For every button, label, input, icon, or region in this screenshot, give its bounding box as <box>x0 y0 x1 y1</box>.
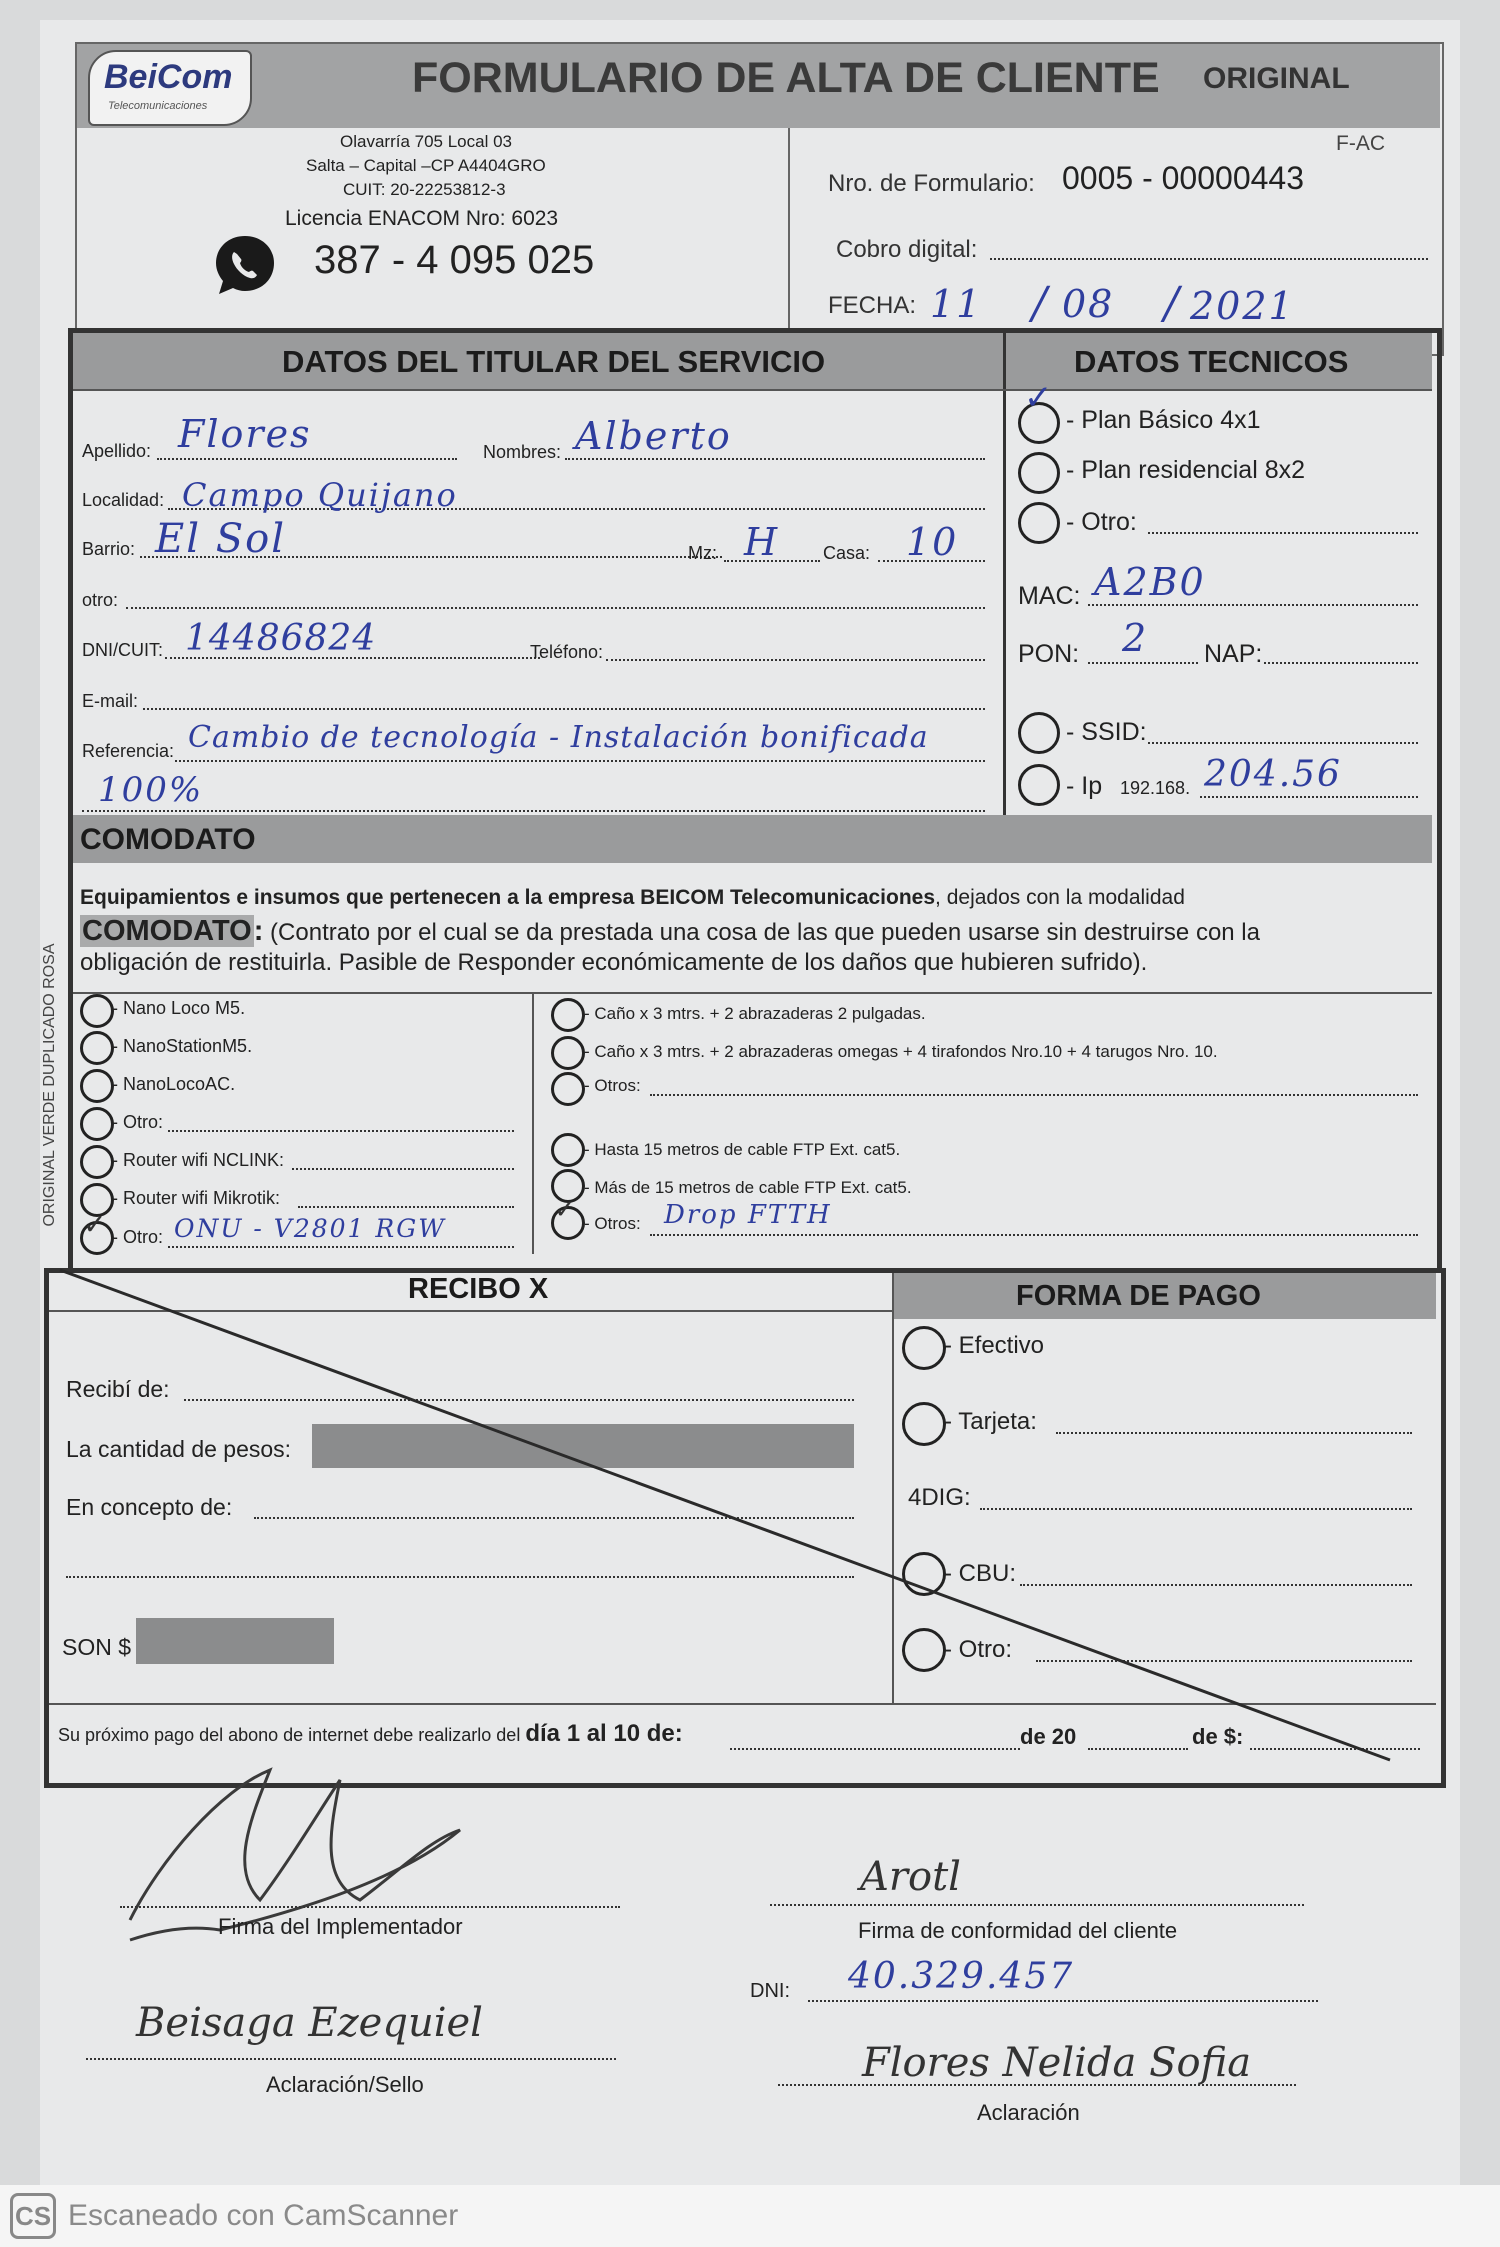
comodato-word: COMODATO <box>82 915 252 947</box>
date-slash-1: / <box>1032 278 1049 329</box>
plan-basico-label: - Plan Básico 4x1 <box>1066 406 1261 434</box>
item-otros-1-label: - Otros: <box>584 1076 641 1095</box>
form-number: 0005 - 00000443 <box>1062 160 1304 196</box>
client-signature: Arotl <box>860 1854 961 1900</box>
cantidad-label: La cantidad de pesos: <box>66 1436 292 1462</box>
item-otros-2-check-icon: ✓ <box>554 1195 576 1225</box>
efectivo-label: - Efectivo <box>944 1332 1045 1359</box>
scanner-watermark <box>0 2185 1500 2247</box>
plan-basico-check-icon: ✓ <box>1024 378 1053 418</box>
copy-colors-note: ORIGINAL VERDE DUPLICADO ROSA <box>41 943 58 1227</box>
item-nano-loco-m5-label: - Nano Loco M5. <box>112 998 246 1018</box>
recibo-section-title: RECIBO X <box>408 1273 549 1305</box>
client-dni-label: DNI: <box>750 1980 790 2002</box>
item-cable-15-label: - Hasta 15 metros de cable FTP Ext. cat5. <box>584 1140 901 1159</box>
mz-label: Mz: <box>688 543 717 563</box>
ip-value: 204.56 <box>1204 754 1342 795</box>
camscanner-badge-text: CS <box>14 2201 52 2231</box>
comodato-intro-rest: , dejados con la modalidad <box>935 886 1185 909</box>
ssid-label: - SSID: <box>1066 718 1147 746</box>
form-title: FORMULARIO DE ALTA DE CLIENTE <box>412 54 1160 102</box>
form-number-label: Nro. de Formulario: <box>828 170 1035 197</box>
item-otros-2-value: Drop FTTH <box>664 1200 832 1230</box>
tecnicos-section-title: DATOS TECNICOS <box>1074 344 1349 379</box>
logo-text: BeiCom <box>104 58 233 96</box>
ip-label: - Ip <box>1066 772 1103 800</box>
referencia-label: Referencia: <box>82 741 175 761</box>
barrio-value: El Sol <box>155 516 286 562</box>
company-phone: 387 - 4 095 025 <box>314 238 595 282</box>
referencia-value-2: 100% <box>98 770 204 810</box>
mac-value: A2B0 <box>1094 560 1206 604</box>
mz-value: H <box>744 520 780 564</box>
pon-label: PON: <box>1018 640 1080 668</box>
referencia-value: Cambio de tecnología - Instalación bonificada <box>188 720 929 755</box>
item-router-mikrotik-label: - Router wifi Mikrotik: <box>112 1188 281 1208</box>
pon-value: 2 <box>1122 616 1149 660</box>
comodato-section-title: COMODATO <box>80 823 256 856</box>
item-nanoloco-ac-label: - NanoLocoAC. <box>112 1074 236 1094</box>
tarjeta-label: - Tarjeta: <box>944 1408 1037 1435</box>
logo-subtext: Telecomunicaciones <box>108 100 208 112</box>
telefono-label: Teléfono: <box>530 642 604 662</box>
client-signature-line <box>770 1904 1304 1906</box>
item-cano-omegas-label: - Caño x 3 mtrs. + 2 abrazaderas omegas + 4 tirafondos Nro.10 + 4 tarugos Nro. 10. <box>584 1042 1218 1061</box>
camscanner-badge-icon <box>10 2193 56 2239</box>
mac-label: MAC: <box>1018 582 1081 610</box>
nombres-label: Nombres: <box>483 442 562 462</box>
date-year[interactable]: 2021 <box>1190 284 1295 328</box>
client-dni-value: 40.329.457 <box>848 1956 1075 1997</box>
company-address-1: Olavarría 705 Local 03 <box>340 132 512 151</box>
item-cano-2pulg-label: - Caño x 3 mtrs. + 2 abrazaderas 2 pulgadas. <box>584 1004 926 1023</box>
next-payment-b: día 1 al 10 de: <box>525 1720 683 1747</box>
pago-otro-label: - Otro: <box>944 1636 1013 1663</box>
casa-value: 10 <box>906 520 959 564</box>
comodato-colon: : <box>253 915 264 947</box>
item-router-nclink-label: - Router wifi NCLINK: <box>112 1150 285 1170</box>
pago-section-title: FORMA DE PAGO <box>1016 1280 1261 1312</box>
client-name: Flores Nelida Sofia <box>862 2040 1252 2086</box>
dig-label: 4DIG: <box>908 1484 971 1511</box>
form-sheet <box>40 20 1460 2185</box>
company-license: Licencia ENACOM Nro: 6023 <box>285 207 559 230</box>
client-dni-field[interactable] <box>808 2000 1318 2002</box>
plan-residencial-label: - Plan residencial 8x2 <box>1066 456 1306 484</box>
dni-value: 14486824 <box>185 618 377 659</box>
item-cable-mas-15-label: - Más de 15 metros de cable FTP Ext. cat5. <box>584 1178 912 1197</box>
cbu-label: - CBU: <box>944 1560 1016 1587</box>
item-otro-1-label: - Otro: <box>112 1112 164 1132</box>
client-signature-label: Firma de conformidad del cliente <box>858 1918 1178 1943</box>
localidad-value: Campo Quijano <box>182 476 458 514</box>
nombres-value: Alberto <box>575 414 732 458</box>
date-day[interactable]: 11 <box>930 282 983 326</box>
item-otro-2-label: - Otro: <box>112 1227 164 1247</box>
client-aclaracion-label: Aclaración <box>977 2100 1080 2125</box>
barrio-label: Barrio: <box>82 539 136 559</box>
ip-prefix: 192.168. <box>1120 778 1191 798</box>
item-otro-2-value: ONU - V2801 RGW <box>174 1214 446 1243</box>
titular-section-title: DATOS DEL TITULAR DEL SERVICIO <box>282 344 826 379</box>
concepto-label: En concepto de: <box>66 1494 233 1520</box>
son-label: SON $ <box>62 1634 132 1660</box>
comodato-intro-bold: Equipamientos e insumos que pertenecen a la empresa BEICOM Telecomunicaciones <box>80 886 936 909</box>
company-address-2: Salta – Capital –CP A4404GRO <box>306 156 546 175</box>
next-payment-a: Su próximo pago del abono de internet debe realizarlo del <box>58 1725 521 1745</box>
item-nanostation-m5-label: - NanoStationM5. <box>112 1036 253 1056</box>
implementer-aclaracion-line <box>86 2058 616 2060</box>
date-month[interactable]: 08 <box>1062 282 1115 326</box>
implementer-signature-line <box>120 1906 620 1908</box>
next-payment-year-label: de 20 <box>1020 1724 1077 1749</box>
apellido-label: Apellido: <box>82 441 152 461</box>
date-slash-2: / <box>1164 278 1181 329</box>
client-aclaracion-line <box>778 2084 1296 2086</box>
implementer-aclaracion-label: Aclaración/Sello <box>266 2072 424 2097</box>
apellido-value: Flores <box>178 412 312 456</box>
comodato-def-2: obligación de restituirla. Pasible de Responder económicamente de los daños que hubieren sufrido). <box>80 949 1148 976</box>
copy-label: ORIGINAL <box>1203 62 1350 95</box>
digital-payment-label: Cobro digital: <box>836 236 978 263</box>
email-label: E-mail: <box>82 691 139 711</box>
dni-label: DNI/CUIT: <box>82 640 163 660</box>
implementer-signature-label: Firma del Implementador <box>218 1914 463 1939</box>
casa-label: Casa: <box>823 543 871 563</box>
camscanner-text: Escaneado con CamScanner <box>68 2199 459 2232</box>
company-cuit: CUIT: 20-22253812-3 <box>343 180 506 199</box>
implementer-name: Beisaga Ezequiel <box>136 2000 483 2046</box>
recibi-label: Recibí de: <box>66 1376 170 1402</box>
date-label: FECHA: <box>828 292 917 319</box>
item-otros-2-label: - Otros: <box>584 1214 641 1233</box>
localidad-label: Localidad: <box>82 490 165 510</box>
next-payment-amount-label: de $: <box>1192 1724 1244 1749</box>
otro-label: otro: <box>82 590 119 610</box>
nap-label: NAP: <box>1204 640 1263 668</box>
form-code: F-AC <box>1336 132 1385 155</box>
tec-otro-label: - Otro: <box>1066 508 1137 536</box>
item-otro-2-check-icon: ✓ <box>83 1208 107 1241</box>
comodato-def-1: (Contrato por el cual se da prestada una cosa de las que pueden usarse sin destruirse con la <box>270 919 1260 946</box>
